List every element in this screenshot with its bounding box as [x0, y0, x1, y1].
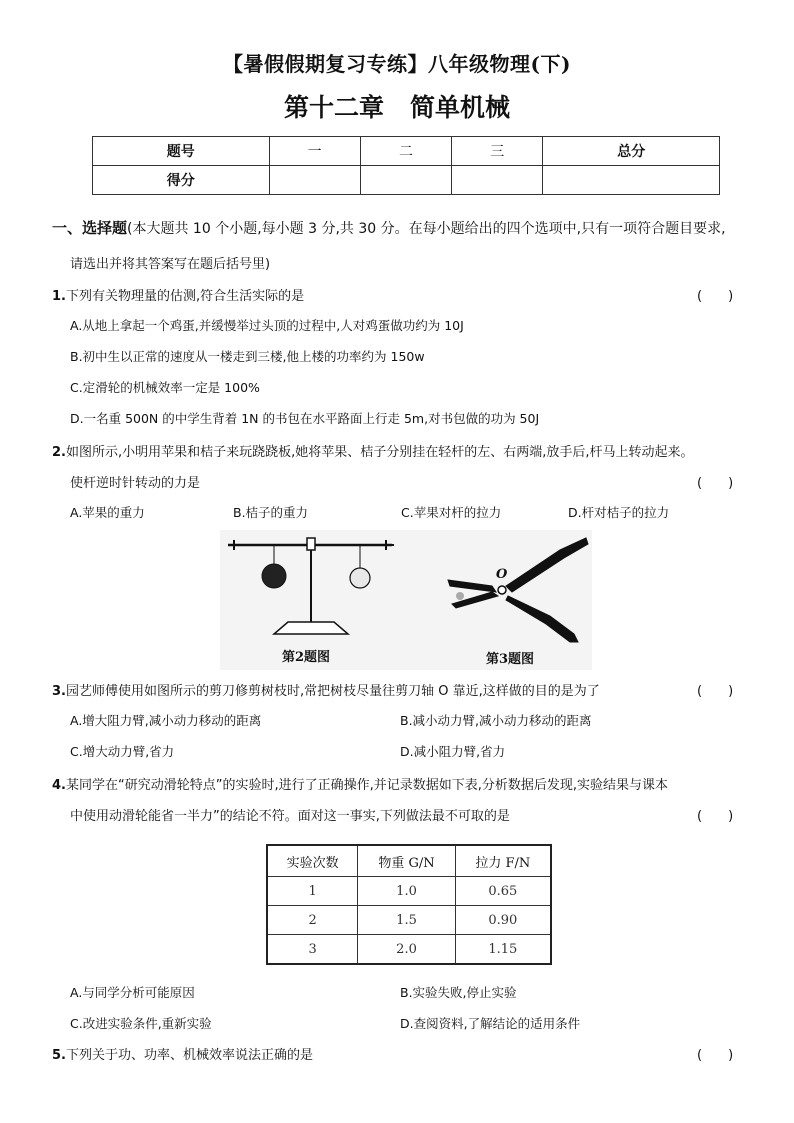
q3-option-d: D.减小阻力臂,省力	[400, 744, 506, 759]
question-number: 5.	[52, 1048, 66, 1063]
q2-option-c: C.苹果对杆的拉力	[401, 505, 502, 520]
q4-option-a: A.与同学分析可能原因	[70, 985, 195, 1000]
table-header-cell: 物重 G/N	[358, 845, 455, 877]
q4-option-b: B.实验失败,停止实验	[400, 985, 517, 1000]
answer-paren[interactable]: ( )	[697, 809, 734, 824]
table-cell: 1.0	[358, 877, 455, 906]
table-cell: 0.65	[455, 877, 551, 906]
fig3-caption: 第3题图	[486, 652, 535, 667]
table-row	[267, 877, 551, 906]
section-note-line2: 请选出并将其答案写在题后括号里)	[70, 257, 271, 272]
figures-area	[220, 530, 592, 670]
table-header-cell: 实验次数	[267, 845, 358, 877]
table-header-row	[267, 845, 551, 877]
question-text: 园艺师傅使用如图所示的剪刀修剪树枝时,常把树枝尽量往剪刀轴 O 靠近,这样做的目的是为了	[65, 684, 600, 699]
q3-option-a: A.增大阻力臂,减小动力移动的距离	[70, 713, 262, 728]
q2-option-b: B.桔子的重力	[233, 505, 309, 520]
q1-option-b: B.初中生以正常的速度从一楼走到三楼,他上楼的功率约为 150w	[70, 349, 425, 364]
q3-option-c: C.增大动力臂,省力	[70, 744, 175, 759]
chapter-heading	[0, 88, 794, 124]
section-heading	[52, 217, 794, 238]
section-note: (本大题共 10 个小题,每小题 3 分,共 30 分。在每小题给出的四个选项中,只有一项符合题目要求,	[127, 221, 726, 237]
question-text: 某同学在“研究动滑轮特点”的实验时,进行了正确操作,并记录数据如下表,分析数据后发现,实验结果与课本	[65, 778, 668, 793]
table-cell: 1.5	[358, 906, 455, 935]
table-cell: 1	[267, 877, 358, 906]
question-3	[52, 680, 794, 699]
answer-paren[interactable]: ( )	[697, 684, 734, 699]
q2-option-d: D.杆对桔子的拉力	[568, 505, 670, 520]
score-header-cell: 总分	[543, 137, 720, 166]
table-cell: 2	[267, 906, 358, 935]
score-row-label: 得分	[93, 166, 270, 195]
question-5	[52, 1044, 794, 1063]
question-4-line2: 中使用动滑轮能省一半力”的结论不符。面对这一事实,下列做法最不可取的是	[70, 809, 510, 824]
score-cell[interactable]	[543, 166, 720, 195]
answer-paren[interactable]: ( )	[697, 289, 734, 304]
question-number: 4.	[52, 778, 66, 793]
question-4	[52, 774, 794, 793]
answer-paren[interactable]: ( )	[697, 1048, 734, 1063]
score-header-cell: 题号	[93, 137, 270, 166]
question-2	[52, 441, 794, 460]
score-cell[interactable]	[452, 166, 543, 195]
table-row	[267, 935, 551, 965]
question-number: 1.	[52, 289, 66, 304]
q1-option-c: C.定滑轮的机械效率一定是 100%	[70, 380, 260, 395]
pivot-label-o: O	[496, 567, 508, 582]
score-cell[interactable]	[269, 166, 360, 195]
score-header-cell: 三	[452, 137, 543, 166]
score-table-header-row	[93, 137, 720, 166]
score-cell[interactable]	[360, 166, 451, 195]
score-header-cell: 二	[360, 137, 451, 166]
score-table	[92, 136, 720, 195]
document-title: 【暑假假期复习专练】八年级物理(下)	[223, 52, 571, 76]
q1-option-a: A.从地上拿起一个鸡蛋,并缓慢举过头顶的过程中,人对鸡蛋做功约为 10J	[70, 318, 464, 333]
score-table-score-row	[93, 166, 720, 195]
chapter-number: 第十二章	[283, 93, 384, 122]
question-text: 下列有关物理量的估测,符合生活实际的是	[65, 289, 305, 304]
question-number: 3.	[52, 684, 66, 699]
experiment-data-table	[266, 844, 552, 965]
question-number: 2.	[52, 445, 66, 460]
chapter-name: 简单机械	[410, 93, 511, 122]
answer-paren[interactable]: ( )	[697, 476, 734, 491]
seesaw-and-scissors-figure	[220, 530, 592, 670]
score-header-cell: 一	[269, 137, 360, 166]
table-cell: 2.0	[358, 935, 455, 965]
q2-option-a: A.苹果的重力	[70, 505, 145, 520]
table-header-cell: 拉力 F/N	[455, 845, 551, 877]
question-2-line2: 使杆逆时针转动的力是	[70, 476, 201, 491]
question-1	[52, 285, 794, 304]
table-cell: 3	[267, 935, 358, 965]
question-text: 下列关于功、功率、机械效率说法正确的是	[65, 1048, 313, 1063]
q4-option-d: D.查阅资料,了解结论的适用条件	[400, 1016, 581, 1031]
q3-option-b: B.减小动力臂,减小动力移动的距离	[400, 713, 592, 728]
q1-option-d: D.一名重 500N 的中学生背着 1N 的书包在水平路面上行走 5m,对书包做的功为 50J	[70, 411, 540, 426]
table-row	[267, 906, 551, 935]
section-title: 一、选择题	[52, 219, 128, 237]
table-cell: 1.15	[455, 935, 551, 965]
q4-option-c: C.改进实验条件,重新实验	[70, 1016, 212, 1031]
table-cell: 0.90	[455, 906, 551, 935]
fig2-caption: 第2题图	[282, 650, 331, 665]
question-text: 如图所示,小明用苹果和桔子来玩跷跷板,她将苹果、桔子分别挂在轻杆的左、右两端,放手后,杆马上转动起来。	[65, 445, 694, 460]
